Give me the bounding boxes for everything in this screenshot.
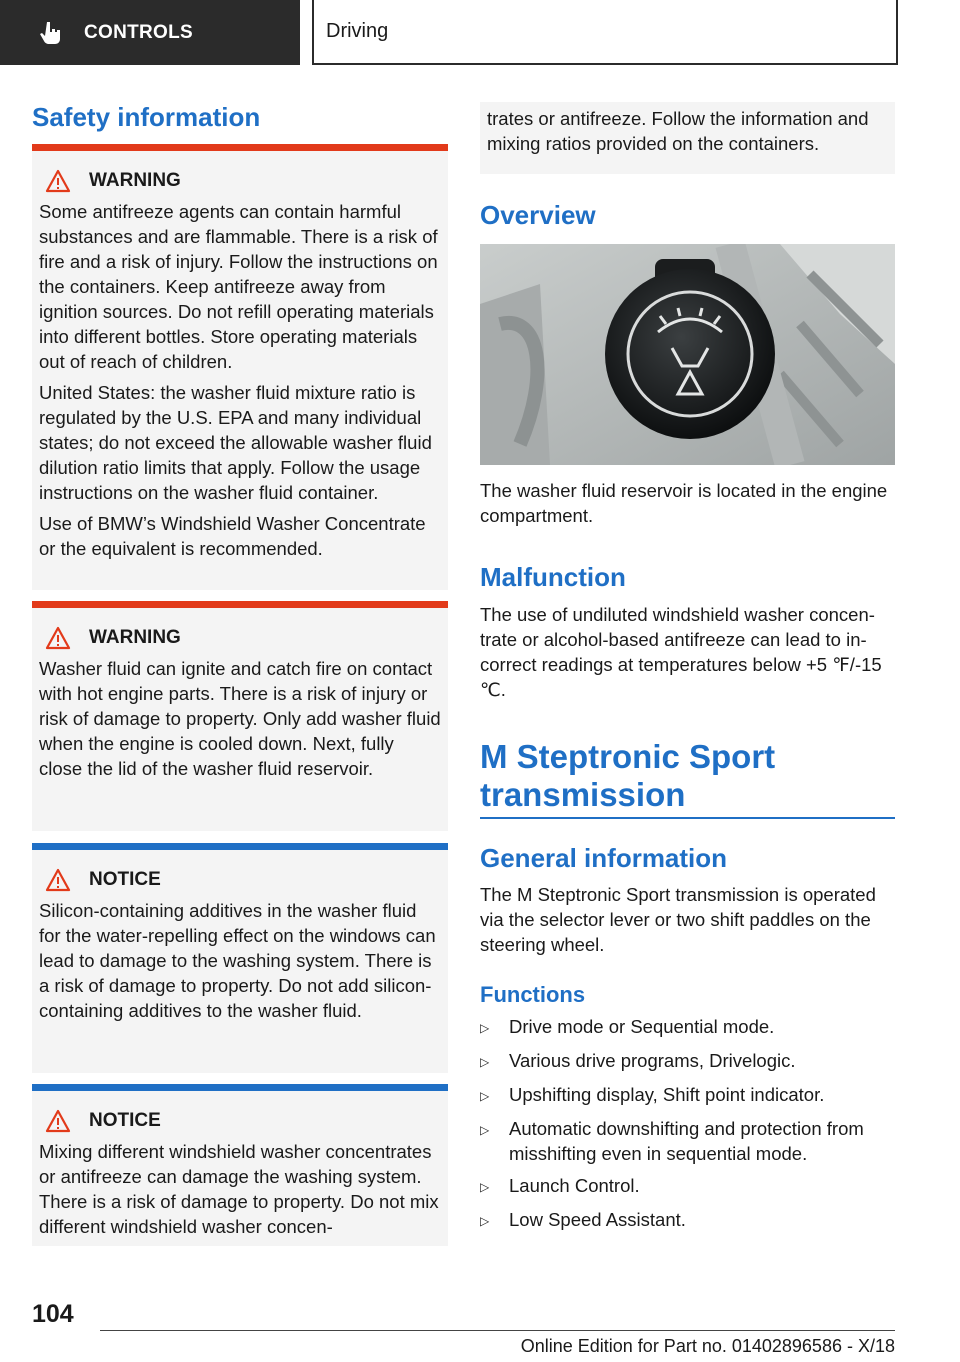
notice-label: NOTICE	[89, 869, 161, 890]
functions-list	[480, 1014, 895, 1241]
list-item: ▷ Launch Control.	[480, 1173, 895, 1200]
notice-box-2	[32, 1084, 448, 1246]
warning-triangle-icon	[45, 1109, 71, 1133]
box-paragraph: Mixing different windshield washer concentrates or antifreeze can damage the washing system. There is a risk of damage to property. Do not mix different windshield washer concen-	[39, 1141, 439, 1237]
triangle-bullet-icon: ▷	[480, 1021, 490, 1035]
functions-title: Functions	[480, 982, 586, 1007]
transmission-title	[480, 738, 775, 814]
chapter-label: Driving	[326, 20, 389, 42]
list-item: ▷ Low Speed Assistant.	[480, 1207, 895, 1234]
box-paragraph: Silicon-containing additives in the washer fluid for the water-repelling effect on the windows can lead to damage to the washing system. There is a risk of damage to property. Do not add silicon-containing additives to the washer fluid.	[39, 900, 436, 1021]
box-paragraph: United States: the washer fluid mixture ratio is regulated by the U.S. EPA and many individual states; do not exceed the allowable washer fluid dilution ratio limits that apply. Follow the usage instructions on the washer fluid container.	[39, 382, 432, 503]
transmission-title-line: M Steptronic Sport	[480, 738, 776, 775]
warning-box-2	[32, 601, 448, 831]
warning-label: WARNING	[89, 170, 181, 191]
box-paragraph: Some antifreeze agents can contain harmful substances and are flammable. There is a risk of fire and a risk of injury. Follow the instructions on the containers. Keep antifreeze away from ignition sources. Do not refill operating materials into different bottles. Store operating materials out of reach of children.	[39, 201, 438, 372]
footer-divider	[100, 1330, 895, 1331]
triangle-bullet-icon: ▷	[480, 1180, 490, 1194]
hand-pointer-icon	[38, 20, 64, 46]
malfunction-title: Malfunction	[480, 562, 626, 592]
triangle-bullet-icon: ▷	[480, 1089, 490, 1103]
list-item: ▷ Automatic downshifting and protection from misshifting even in sequential mode.	[480, 1118, 864, 1164]
general-information-text: The M Steptronic Sport transmission is operated via the selector lever or two shift paddles on the steering wheel.	[480, 884, 876, 955]
triangle-bullet-icon: ▷	[480, 1055, 490, 1069]
box-paragraph: trates or antifreeze. Follow the information and mixing ratios provided on the containers.	[487, 108, 869, 154]
warning-label: WARNING	[89, 627, 181, 648]
notice-continuation	[480, 102, 895, 174]
general-information-title: General information	[480, 843, 728, 873]
washer-reservoir-photo	[480, 244, 895, 465]
page-number: 104	[32, 1300, 74, 1328]
edition-note: Online Edition for Part no. 01402896586 - X/18	[520, 1336, 895, 1356]
warning-triangle-icon	[45, 868, 71, 892]
malfunction-text: The use of undiluted windshield washer concentrate or alcohol-based antifreeze can lead to incorrect readings at temperatures below +5 ℉/-15 ℃.	[480, 604, 882, 700]
list-item: ▷ Drive mode or Sequential mode.	[480, 1014, 895, 1041]
list-item: ▷ Upshifting display, Shift point indicator.	[480, 1082, 895, 1109]
box-paragraph: Washer fluid can ignite and catch fire on contact with hot engine parts. There is a risk of injury or risk of damage to property. Only add washer fluid when the engine is cooled down. Next, fully close the lid of the washer fluid reservoir.	[39, 658, 441, 779]
chapter-tab	[312, 0, 898, 65]
safety-title: Safety information	[32, 102, 261, 132]
notice-label: NOTICE	[89, 1110, 161, 1131]
transmission-title-line: transmission	[480, 776, 686, 813]
triangle-bullet-icon: ▷	[480, 1214, 490, 1228]
overview-title: Overview	[480, 200, 596, 230]
notice-box-1	[32, 843, 448, 1073]
box-paragraph: Use of BMW’s Windshield Washer Concentrate or the equivalent is recommended.	[39, 513, 426, 559]
section-tab	[0, 0, 300, 65]
warning-box-1	[32, 144, 448, 590]
list-item: ▷ Various drive programs, Drivelogic.	[480, 1048, 895, 1075]
triangle-bullet-icon: ▷	[480, 1123, 490, 1137]
section-label: CONTROLS	[84, 21, 194, 43]
warning-triangle-icon	[45, 169, 71, 193]
warning-triangle-icon	[45, 626, 71, 650]
section-divider	[480, 817, 895, 819]
overview-text: The washer fluid reservoir is located in the engine compartment.	[480, 480, 888, 526]
washer-cap-image	[480, 244, 895, 465]
